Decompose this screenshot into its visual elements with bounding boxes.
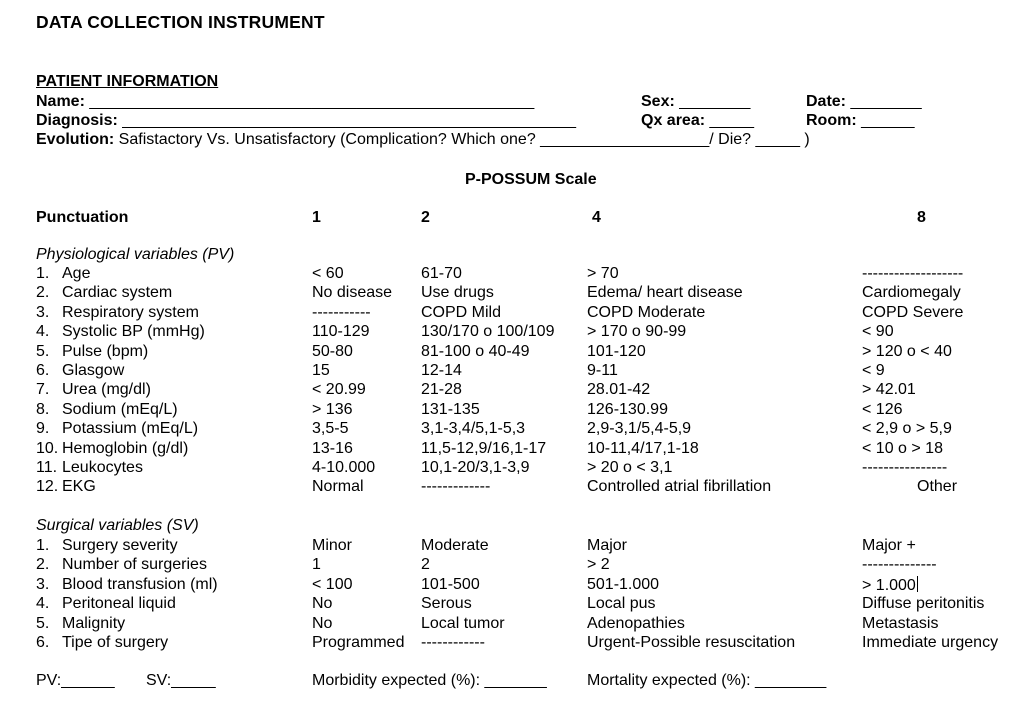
- score-2-cell: 21-28: [421, 381, 462, 399]
- patient-info-heading: PATIENT INFORMATION: [36, 73, 219, 90]
- text-cursor: [917, 576, 918, 592]
- sex-blank: ________: [679, 93, 751, 110]
- row-number: 6.: [36, 634, 50, 651]
- score-1-cell: < 60: [312, 265, 344, 282]
- table-row: [0, 343, 1034, 362]
- score-4-cell: 2,9-3,1/5,4-5,9: [587, 420, 692, 438]
- variable-name: [36, 284, 172, 302]
- score-8-cell: Cardiomegaly: [862, 284, 961, 302]
- row-label: Number of surgeries: [62, 556, 207, 574]
- qx-area-field[interactable]: [641, 112, 754, 130]
- score-4-cell: 9-11: [587, 362, 618, 379]
- score-1-cell: 15: [312, 362, 330, 379]
- row-label: Blood transfusion (ml): [62, 575, 218, 593]
- table-row: [0, 265, 1034, 284]
- score-4-cell: Controlled atrial fibrillation: [587, 478, 772, 496]
- table-row: [0, 401, 1034, 420]
- table-row: [0, 634, 1034, 653]
- score-8-cell: Immediate urgency: [862, 634, 999, 651]
- row-number: 6.: [36, 362, 50, 379]
- table-row: [0, 362, 1034, 381]
- row-label: Potassium (mEq/L): [62, 420, 199, 438]
- score-4-cell: COPD Moderate: [587, 303, 706, 321]
- score-8-cell: Diffuse peritonitis: [862, 595, 985, 613]
- score-8-cell: < 126: [862, 400, 903, 418]
- variable-name: [36, 440, 188, 458]
- score-1-cell: Minor: [312, 537, 353, 554]
- row-label: EKG: [62, 478, 96, 496]
- date-label: Date:: [806, 93, 847, 110]
- sv-heading: Surgical variables (SV): [36, 517, 199, 534]
- row-label: Peritoneal liquid: [62, 595, 176, 613]
- table-row: [0, 323, 1034, 342]
- score-4-cell: > 20 o < 3,1: [587, 459, 673, 476]
- table-row: [0, 537, 1034, 556]
- score-4-cell: 126-130.99: [587, 400, 668, 418]
- row-label: Hemoglobin (g/dl): [62, 439, 189, 457]
- score-2-cell: Serous: [421, 595, 472, 613]
- mortality-field[interactable]: Mortality expected (%): ________: [587, 672, 827, 689]
- variable-name: [36, 459, 143, 477]
- score-8-cell: < 9: [862, 362, 885, 379]
- variable-name: [36, 362, 124, 380]
- room-field[interactable]: [806, 112, 915, 130]
- score-8-cell: Metastasis: [862, 614, 939, 632]
- qx-area-blank: _____: [709, 112, 754, 129]
- evolution-label: Evolution:: [36, 131, 115, 148]
- table-row: [0, 615, 1034, 634]
- row-number: 10.: [36, 439, 59, 457]
- row-number: 9.: [36, 420, 50, 438]
- score-8-cell: < 10 o > 18: [862, 439, 943, 457]
- score-2-cell: 130/170 o 100/109: [421, 323, 555, 341]
- row-number: 4.: [36, 595, 50, 613]
- row-label: Surgery severity: [62, 537, 178, 554]
- score-2-cell: 11,5-12,9/16,1-17: [421, 439, 547, 457]
- row-label: Leukocytes: [62, 459, 143, 476]
- row-number: 2.: [36, 556, 50, 574]
- sex-field[interactable]: [641, 93, 750, 111]
- variable-name: [36, 381, 151, 399]
- score-2-cell: 101-500: [421, 575, 480, 593]
- score-8-cell: Major +: [862, 537, 916, 554]
- score-1-cell: 110-129: [312, 323, 370, 341]
- row-number: 7.: [36, 381, 50, 399]
- score-2-cell: 3,1-3,4/5,1-5,3: [421, 420, 526, 438]
- row-number: 1.: [36, 537, 50, 554]
- variable-name: [36, 595, 176, 613]
- variable-name: [36, 615, 125, 633]
- score-1-cell: 13-16: [312, 439, 353, 457]
- variable-name: [36, 265, 90, 283]
- score-8-cell: > 42.01: [862, 381, 916, 399]
- room-blank: ______: [861, 112, 915, 129]
- sv-score-field[interactable]: SV:_____: [146, 672, 216, 689]
- score-4-cell: Adenopathies: [587, 614, 685, 632]
- score-4-cell: > 2: [587, 556, 610, 574]
- score-1-cell: Programmed: [312, 634, 405, 651]
- row-label: Urea (mg/dl): [62, 381, 151, 399]
- row-label: Glasgow: [62, 362, 125, 379]
- score-1-cell: 4-10.000: [312, 459, 376, 476]
- document-title: DATA COLLECTION INSTRUMENT: [36, 12, 325, 32]
- score-8-cell: COPD Severe: [862, 303, 964, 321]
- variable-name: [36, 420, 198, 438]
- row-number: 3.: [36, 575, 50, 593]
- score-4-cell: > 70: [587, 265, 619, 282]
- variable-name: [36, 323, 205, 341]
- date-field[interactable]: [806, 93, 922, 111]
- table-row: [0, 459, 1034, 478]
- row-label: Respiratory system: [62, 303, 199, 321]
- evolution-field[interactable]: [36, 131, 810, 149]
- row-label: Pulse (bpm): [62, 342, 149, 360]
- score-2-cell: Local tumor: [421, 614, 505, 632]
- header-col-8: 8: [917, 209, 926, 226]
- score-8-cell: < 2,9 o > 5,9: [862, 420, 952, 438]
- morbidity-field[interactable]: Morbidity expected (%): _______: [312, 672, 547, 689]
- score-4-cell: 101-120: [587, 342, 646, 360]
- row-number: 3.: [36, 303, 50, 321]
- table-row: [0, 284, 1034, 303]
- score-1-cell: -----------: [312, 303, 371, 321]
- row-number: 1.: [36, 265, 50, 282]
- variable-name: [36, 304, 199, 322]
- score-2-cell: 81-100 o 40-49: [421, 342, 530, 360]
- score-2-cell: COPD Mild: [421, 303, 502, 321]
- score-4-cell: Urgent-Possible resuscitation: [587, 634, 796, 651]
- row-number: 4.: [36, 323, 50, 341]
- score-1-cell: Normal: [312, 478, 364, 496]
- diagnosis-blank: ___________________________________________________: [122, 112, 577, 129]
- header-col-2: 2: [421, 209, 430, 226]
- row-number: 5.: [36, 614, 50, 632]
- score-8-cell: < 90: [862, 323, 894, 341]
- diagnosis-field[interactable]: [36, 112, 576, 130]
- table-row: [0, 381, 1034, 400]
- table-row: [0, 304, 1034, 323]
- name-label: Name:: [36, 93, 85, 110]
- score-2-cell: 2: [421, 556, 430, 574]
- score-4-cell: Local pus: [587, 595, 656, 613]
- table-row: [0, 420, 1034, 439]
- punctuation-label: Punctuation: [36, 209, 129, 226]
- punctuation-header-row: [0, 209, 1034, 228]
- variable-name: [36, 478, 96, 496]
- score-1-cell: 3,5-5: [312, 420, 349, 438]
- diagnosis-label: Diagnosis:: [36, 112, 118, 129]
- score-2-cell: -------------: [421, 478, 491, 496]
- row-label: Tipe of surgery: [62, 634, 169, 651]
- row-number: 11.: [36, 459, 58, 476]
- pv-score-field[interactable]: PV:______: [36, 672, 115, 689]
- row-number: 12.: [36, 478, 59, 496]
- score-2-cell: 131-135: [421, 400, 480, 418]
- variable-name: [36, 343, 148, 361]
- table-row: [0, 576, 1034, 595]
- score-4-cell: 10-11,4/17,1-18: [587, 439, 699, 457]
- score-4-cell: Major: [587, 537, 628, 554]
- score-1-cell: No: [312, 595, 333, 613]
- score-4-cell: 28.01-42: [587, 381, 651, 399]
- score-8-cell: -------------------: [862, 265, 964, 282]
- row-label: Cardiac system: [62, 284, 173, 302]
- score-8-cell: --------------: [862, 556, 937, 574]
- score-4-cell: > 170 o 90-99: [587, 323, 687, 341]
- variable-name: [36, 401, 178, 419]
- score-2-cell: Use drugs: [421, 284, 494, 302]
- score-4-cell: 501-1.000: [587, 575, 660, 593]
- score-2-cell: Moderate: [421, 537, 489, 554]
- row-label: Malignity: [62, 614, 126, 632]
- table-row: [0, 556, 1034, 575]
- score-2-cell: 12-14: [421, 362, 462, 379]
- score-1-cell: 1: [312, 556, 321, 574]
- sex-label: Sex:: [641, 93, 675, 110]
- row-label: Sodium (mEq/L): [62, 400, 178, 418]
- score-1-cell: 50-80: [312, 342, 353, 360]
- row-number: 5.: [36, 342, 50, 360]
- score-8-cell: > 120 o < 40: [862, 342, 952, 360]
- pv-heading: Physiological variables (PV): [36, 246, 235, 263]
- evolution-text: Safistactory Vs. Unsatisfactory (Complication? Which one? ___________________/ Die? _____ ): [118, 131, 810, 148]
- variable-name: [36, 537, 178, 555]
- score-8-cell: ----------------: [862, 459, 948, 476]
- row-label: Systolic BP (mmHg): [62, 323, 205, 341]
- score-1-cell: > 136: [312, 400, 353, 418]
- score-2-cell: 10,1-20/3,1-3,9: [421, 459, 530, 476]
- variable-name: [36, 634, 168, 652]
- score-2-cell: ------------: [421, 634, 485, 651]
- table-row: [0, 478, 1034, 497]
- score-1-cell: No: [312, 614, 333, 632]
- score-4-cell: Edema/ heart disease: [587, 284, 743, 302]
- score-2-cell: 61-70: [421, 265, 462, 282]
- scale-title: P-POSSUM Scale: [465, 171, 597, 188]
- name-blank: __________________________________________________: [89, 93, 535, 110]
- row-number: 8.: [36, 400, 50, 418]
- row-label: Age: [62, 265, 91, 282]
- table-row: [0, 595, 1034, 614]
- score-1-cell: No disease: [312, 284, 393, 302]
- variable-name: [36, 556, 207, 574]
- date-blank: ________: [850, 93, 922, 110]
- score-1-cell: < 100: [312, 575, 353, 593]
- score-8-cell: Other: [917, 478, 958, 496]
- score-8-cell: > 1.000: [862, 576, 916, 594]
- header-col-1: 1: [312, 209, 321, 226]
- qx-area-label: Qx area:: [641, 112, 706, 129]
- name-field[interactable]: [36, 93, 534, 111]
- score-1-cell: < 20.99: [312, 381, 366, 399]
- header-col-4: 4: [592, 209, 601, 226]
- table-row: [0, 440, 1034, 459]
- room-label: Room:: [806, 112, 857, 129]
- row-number: 2.: [36, 284, 50, 302]
- variable-name: [36, 576, 218, 594]
